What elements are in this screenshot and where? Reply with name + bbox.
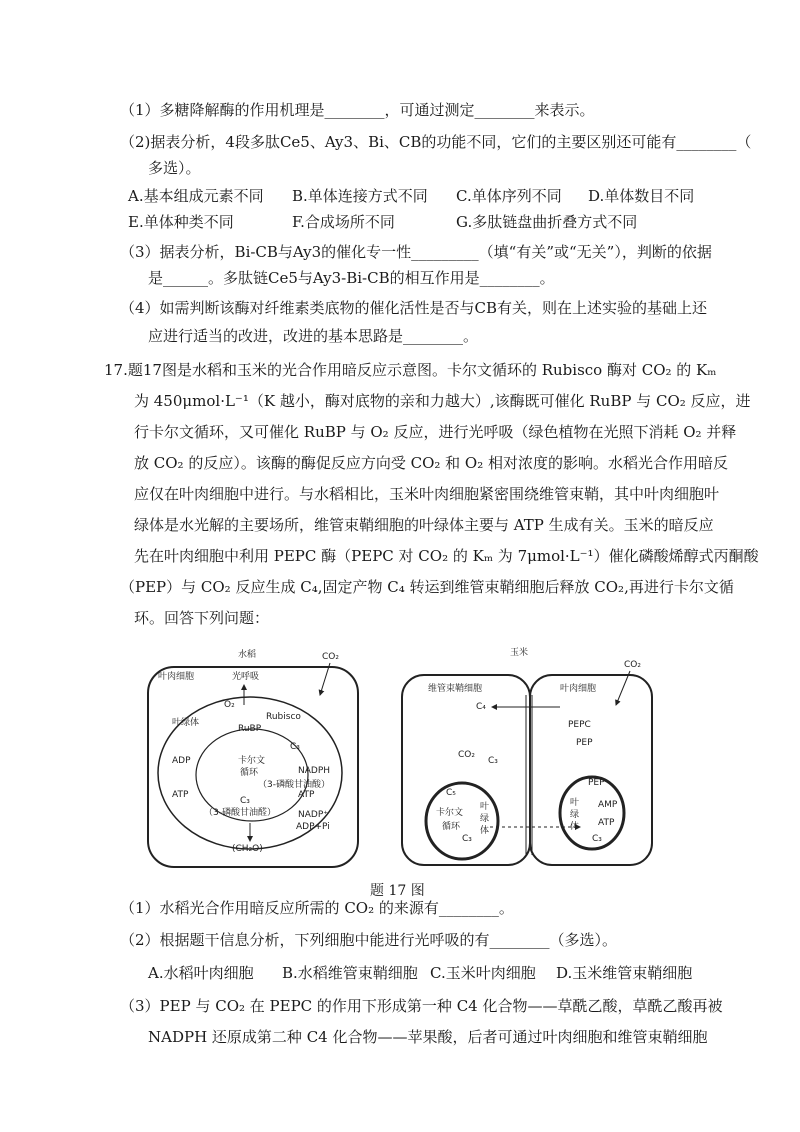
c3-name2-label: （3-磷酸甘油醛） xyxy=(204,808,276,818)
rice-adp-label: ADP xyxy=(172,756,191,766)
bs-calvin-label: 卡尔文 xyxy=(436,808,464,818)
figure-17 xyxy=(140,645,660,875)
maize-pep-label: PEP xyxy=(588,778,605,788)
rice-co2-label: CO₂ xyxy=(322,652,339,662)
amp-label: AMP xyxy=(598,800,618,810)
rice-atp2-label: ATP xyxy=(298,790,315,800)
bs-c3-lower-label: C₃ xyxy=(462,834,472,844)
q17-stem-line7: 先在叶肉细胞中利用 PEPC 酶（PEPC 对 CO₂ 的 Kₘ 为 7μmol·L⁻¹）催化磷酸烯醇式丙酮酸 xyxy=(134,547,759,565)
q17-stem-line9: 环。回答下列问题： xyxy=(134,609,270,627)
q16-option-c: C.单体序列不同 xyxy=(456,187,562,205)
q17-stem-line1: 17.题17图是水稻和玉米的光合作用暗反应示意图。卡尔文循环的 Rubisco 酶对 CO₂ 的 Kₘ xyxy=(104,361,717,379)
q16-option-g: G.多肽链盘曲折叠方式不同 xyxy=(456,213,638,231)
q16-sub4-line2: 应进行适当的改进，改进的基本思路是________。 xyxy=(148,327,479,345)
q16-option-f: F.合成场所不同 xyxy=(292,213,395,231)
rubisco-label: Rubisco xyxy=(266,712,301,722)
maize-co2-label: CO₂ xyxy=(624,660,641,670)
q17-option-a: A.水稻叶肉细胞 xyxy=(148,964,254,982)
rice-chloroplast-label: 叶绿体 xyxy=(172,718,200,728)
q16-sub2-line1: （2)据表分析，4段多肽Ce5、Ay3、Bi、CB的功能不同，它们的主要区别还可能有________（ xyxy=(120,133,752,151)
bs-c4-label: C₄ xyxy=(476,702,486,712)
pepc-label: PEPC xyxy=(568,720,591,730)
nadp-label: NADP⁺ xyxy=(298,810,328,820)
q16-sub3-line2: 是______。多肽链Ce5与Ay3-Bi-CB的相互作用是________。 xyxy=(148,269,555,287)
q16-sub3-line1: （3）据表分析，Bi-CB与Ay3的催化专一性_________（填“有关”或“无关”），判断的依据 xyxy=(120,243,712,261)
c3-name-label: （3-磷酸甘油酸） xyxy=(258,780,330,790)
calvin-label: 卡尔文 xyxy=(238,756,266,766)
q17-stem-line4: 放 CO₂ 的反应）。该酶的酶促反应方向受 CO₂ 和 O₂ 相对浓度的影响。水稻光合作用暗反 xyxy=(134,454,728,472)
rice-title: 水稻 xyxy=(238,650,257,660)
bs-co2-label: CO₂ xyxy=(458,750,475,760)
pep-label: PEP xyxy=(576,738,593,748)
maize-title: 玉米 xyxy=(510,648,529,658)
bs-c3-label: C₃ xyxy=(488,756,498,766)
q17-sub2: （2）根据题干信息分析，下列细胞中能进行光呼吸的有________（多选）。 xyxy=(120,931,618,949)
bs-chloroplast-label-1: 叶 xyxy=(480,802,490,812)
q16-option-b: B.单体连接方式不同 xyxy=(292,187,428,205)
c3-lower-label: C₃ xyxy=(240,796,250,806)
maize-atp-label: ATP xyxy=(598,818,615,828)
maize-chloroplast-label-1: 叶 xyxy=(570,798,580,808)
bundle-sheath-label: 维管束鞘细胞 xyxy=(428,684,483,694)
q17-stem-line3: 行卡尔文循环，又可催化 RuBP 与 O₂ 反应，进行光呼吸（绿色植物在光照下消耗 O₂ 并释 xyxy=(134,423,737,441)
rice-atp-label: ATP xyxy=(172,790,189,800)
cycle-label: 循环 xyxy=(240,768,259,778)
maize-chloroplast-label-2: 绿 xyxy=(570,810,580,820)
maize-mesophyll-label: 叶肉细胞 xyxy=(560,684,597,694)
rice-cell-label: 叶肉细胞 xyxy=(158,672,195,682)
q17-option-c: C.玉米叶肉细胞 xyxy=(430,964,536,982)
adp-pi-label: ADP+Pi xyxy=(296,822,330,832)
q17-sub3-line1: （3）PEP 与 CO₂ 在 PEPC 的作用下形成第一种 C4 化合物——草酰乙酸，草酰乙酸再被 xyxy=(120,997,723,1015)
q16-sub4-line1: （4）如需判断该酶对纤维素类底物的催化活性是否与CB有关，则在上述实验的基础上还 xyxy=(120,299,708,317)
q17-stem-line8: （PEP）与 CO₂ 反应生成 C₄,固定产物 C₄ 转运到维管束鞘细胞后释放 CO₂,再进行卡尔文循 xyxy=(120,578,734,596)
figure-17-diagram xyxy=(140,645,660,875)
rice-o2-label: O₂ xyxy=(224,700,235,710)
c5-label: C₅ xyxy=(446,788,456,798)
figure-caption: 题 17 图 xyxy=(370,883,425,899)
q17-sub1: （1）水稻光合作用暗反应所需的 CO₂ 的来源有________。 xyxy=(120,899,514,917)
rubp-label: RuBP xyxy=(238,724,262,734)
q17-sub3-line2: NADPH 还原成第二种 C4 化合物——苹果酸，后者可通过叶肉细胞和维管束鞘细胞 xyxy=(148,1028,708,1046)
bs-chloroplast-label-3: 体 xyxy=(480,826,490,836)
q16-sub1: （1）多糖降解酶的作用机理是________，可通过测定________来表示。 xyxy=(120,101,595,119)
maize-mesophyll-cell xyxy=(530,675,652,865)
nadph-label: NADPH xyxy=(298,766,331,776)
maize-chloroplast-label-3: 体 xyxy=(570,822,580,832)
q16-option-a: A.基本组成元素不同 xyxy=(128,187,264,205)
q17-stem-line5: 应仅在叶肉细胞中进行。与水稻相比，玉米叶肉细胞紧密围绕维管束鞘，其中叶肉细胞叶 xyxy=(134,485,720,503)
q17-option-d: D.玉米维管束鞘细胞 xyxy=(556,964,693,982)
photorespiration-label: 光呼吸 xyxy=(232,672,260,682)
q17-stem-line2: 为 450μmol·L⁻¹（K 越小，酶对底物的亲和力越大）,该酶既可催化 RuBP 与 CO₂ 反应，进 xyxy=(134,392,751,410)
maize-c3-label: C₃ xyxy=(592,834,602,844)
q16-sub2-line2: 多选）。 xyxy=(148,159,201,177)
q17-option-b: B.水稻维管束鞘细胞 xyxy=(282,964,418,982)
bs-cycle-label: 循环 xyxy=(442,822,461,832)
q17-stem-line6: 绿体是水光解的主要场所，维管束鞘细胞的叶绿体主要与 ATP 生成有关。玉米的暗反应 xyxy=(134,516,714,534)
bs-chloroplast-label-2: 绿 xyxy=(480,814,490,824)
q16-option-e: E.单体种类不同 xyxy=(128,213,234,231)
c3-upper-label: C₃ xyxy=(290,742,300,752)
ch2o-label: (CH₂O) xyxy=(232,844,263,854)
q16-option-d: D.单体数目不同 xyxy=(588,187,695,205)
